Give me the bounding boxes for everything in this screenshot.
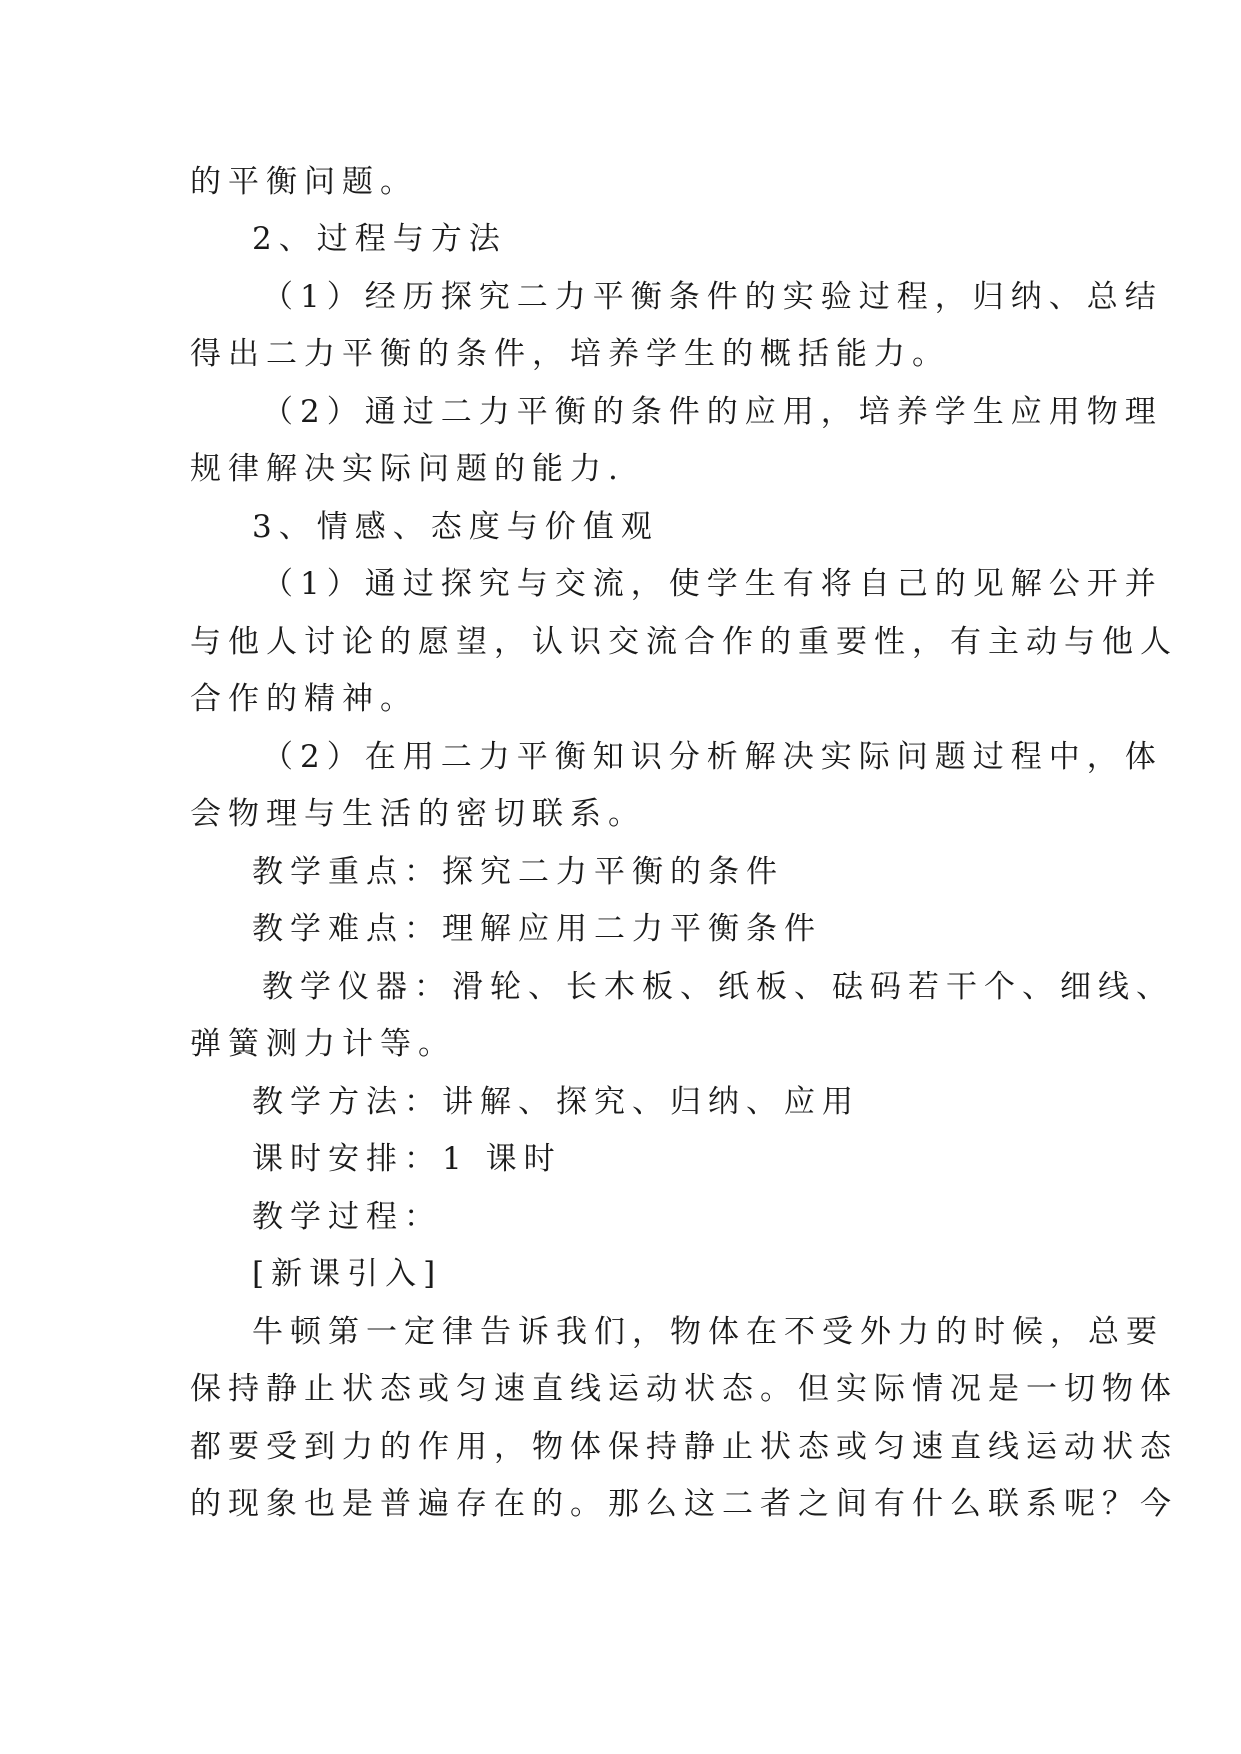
section-heading: [新课引入]: [252, 1256, 443, 1292]
text-line: （1）经历探究二力平衡条件的实验过程，归纳、总结: [262, 279, 1163, 315]
text-line: 的现象也是普遍存在的。那么这二者之间有什么联系呢？今: [190, 1486, 1178, 1522]
section-heading: 3、情感、态度与价值观: [252, 509, 659, 545]
text-line: 规律解决实际问题的能力.: [190, 451, 625, 487]
text-line: 保持静止状态或匀速直线运动状态。但实际情况是一切物体: [190, 1371, 1178, 1407]
text-line: （1）通过探究与交流，使学生有将自己的见解公开并: [262, 566, 1163, 602]
text-line: 的平衡问题。: [190, 164, 418, 200]
text-line: 教学过程：: [252, 1199, 442, 1235]
section-heading: 2、过程与方法: [252, 221, 507, 257]
text-line: 与他人讨论的愿望，认识交流合作的重要性，有主动与他人: [190, 624, 1178, 660]
text-line: 得出二力平衡的条件，培养学生的概括能力。: [190, 336, 950, 372]
text-line: 会物理与生活的密切联系。: [190, 796, 646, 832]
text-line: 课时安排：1 课时: [252, 1141, 562, 1177]
text-line: 教学重点：探究二力平衡的条件: [252, 854, 784, 890]
text-line: （2）通过二力平衡的条件的应用，培养学生应用物理: [262, 394, 1163, 430]
text-line: 合作的精神。: [190, 681, 418, 717]
text-line: 教学仪器：滑轮、长木板、纸板、砝码若干个、细线、: [262, 969, 1174, 1005]
text-line: （2）在用二力平衡知识分析解决实际问题过程中，体: [262, 739, 1163, 775]
text-line: 教学难点：理解应用二力平衡条件: [252, 911, 822, 947]
text-line: 教学方法：讲解、探究、归纳、应用: [252, 1084, 860, 1120]
text-line: 牛顿第一定律告诉我们，物体在不受外力的时候，总要: [252, 1314, 1164, 1350]
text-line: 都要受到力的作用，物体保持静止状态或匀速直线运动状态: [190, 1429, 1178, 1465]
text-line: 弹簧测力计等。: [190, 1026, 456, 1062]
